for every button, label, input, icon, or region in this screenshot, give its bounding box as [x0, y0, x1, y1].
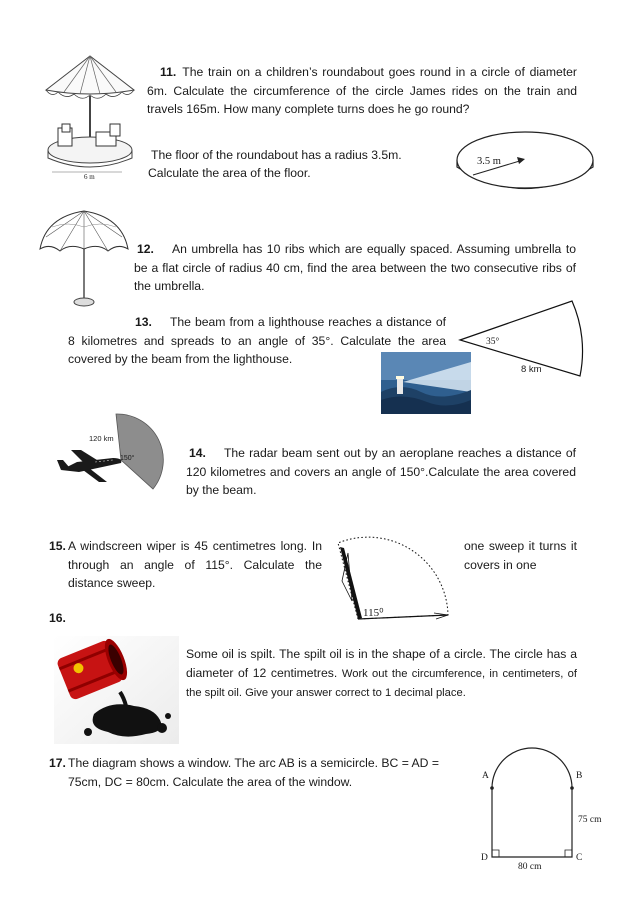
question-15-text-right: one sweep it turns it covers in one	[464, 539, 577, 572]
question-14-text: 14. The radar beam sent out by an aeroplane reaches a distance of 120 kilometres and covers an angle of 150°.Calculate the area covered by the beam.	[186, 446, 576, 497]
question-16-text: Some oil is spilt. The spilt oil is in the shape of a circle. The circle has a diameter of 12 centimetres. Work out the circumference, in centimeters, of the spilt oil. Give your answer correct to 1 decimal place.	[186, 647, 578, 699]
window-label-a: A	[482, 771, 489, 781]
question-17-text: The diagram shows a window. The arc AB is a semicircle. BC = AD = 75cm, DC = 80cm. Calculate the area of the window.	[68, 756, 439, 789]
window-base-label: 80 cm	[518, 862, 542, 872]
window-label-c: C	[576, 853, 583, 863]
lighthouse-photo	[381, 352, 471, 414]
umbrella-illustration	[38, 207, 130, 313]
wiper-angle-label: 115⁰	[363, 607, 384, 619]
oil-barrel-illustration	[54, 636, 179, 744]
radar-angle-label: 150°	[120, 455, 135, 462]
radar-beam-diagram	[55, 410, 175, 494]
question-11-text: 11. The train on a children’s roundabout goes round in a circle of diameter 6m. Calculate the circumference of the circle James rides on the train and travels 165m. How many complete turns does he go round?	[147, 65, 577, 116]
question-17-number: 17.	[49, 756, 66, 770]
question-15-number: 15.	[49, 539, 66, 553]
window-side-label: 75 cm	[578, 815, 602, 825]
question-11-number: 11.	[160, 65, 177, 79]
question-11-floor-line2: Calculate the area of the floor.	[148, 166, 311, 180]
question-13-text: 13. The beam from a lighthouse reaches a distance of 8 kilometres and spreads to an angle of 35°. Calculate the area covered by the beam from the lighthouse.	[68, 315, 446, 366]
window-label-b: B	[576, 771, 583, 781]
window-label-d: D	[481, 853, 488, 863]
question-13-number: 13.	[135, 315, 152, 329]
roundabout-illustration	[40, 52, 140, 187]
beam-angle-label: 35°	[486, 337, 500, 347]
disc-radius-label: 3.5 m	[477, 156, 501, 167]
window-diagram	[480, 740, 600, 870]
question-11-floor-line1: The floor of the roundabout has a radius 3.5m.	[151, 148, 402, 162]
question-14-number: 14.	[189, 446, 206, 460]
question-12-text: 12. An umbrella has 10 ribs which are equally spaced. Assuming umbrella to be a flat circle of radius 40 cm, find the area between the two consecutive ribs of the umbrella.	[134, 242, 576, 293]
radar-radius-label: 120 km	[89, 434, 114, 443]
wiper-sweep-diagram	[336, 535, 456, 625]
question-12-number: 12.	[137, 242, 154, 256]
question-16-number: 16.	[49, 611, 66, 625]
beam-radius-label: 8 km	[521, 364, 542, 375]
floor-disc-diagram	[455, 130, 595, 200]
roundabout-label: 6 m	[84, 173, 95, 181]
question-15-text-left: A windscreen wiper is 45 centimetres long. In through an angle of 115°. Calculate the distance sweep.	[68, 539, 322, 590]
